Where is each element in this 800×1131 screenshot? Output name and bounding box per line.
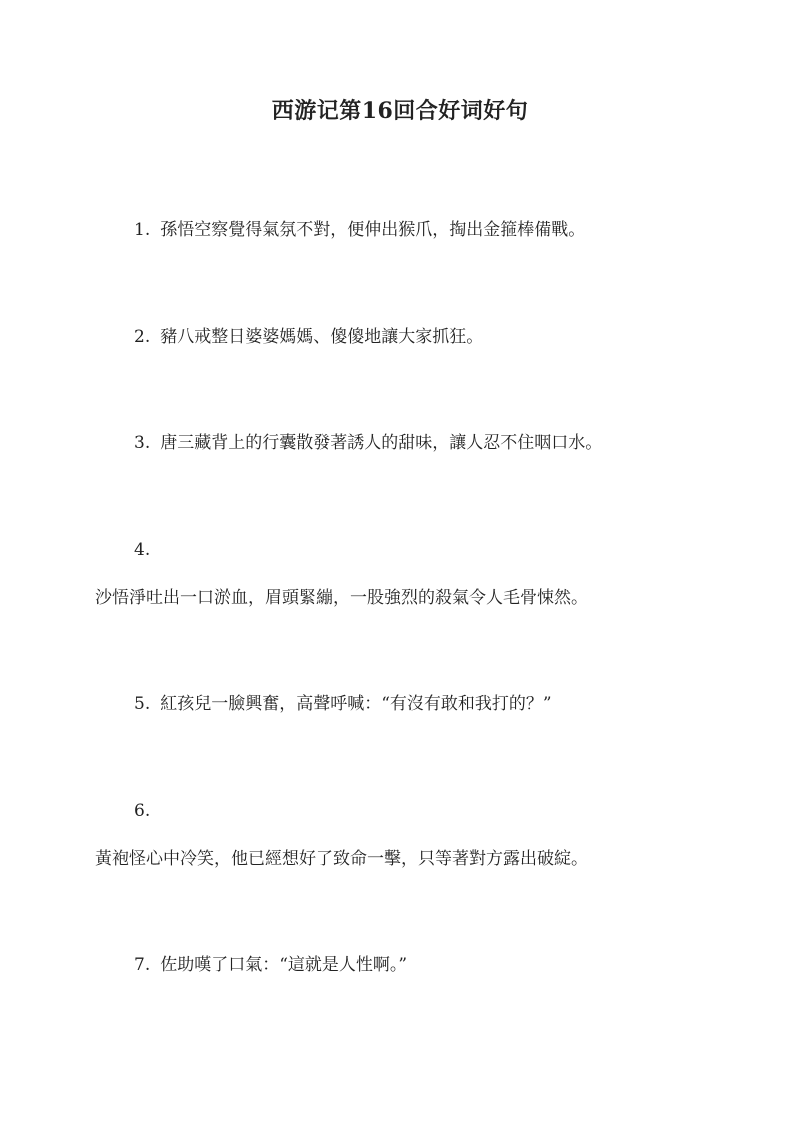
item-number: 1. (134, 220, 151, 240)
item-number: 3. (134, 433, 151, 453)
item-number: 5. (134, 694, 151, 714)
list-item-number-line (134, 536, 150, 564)
list-item (134, 690, 552, 718)
item-text: 孫悟空察覺得氣氛不對，便伸出猴爪，掏出金箍棒備戰。 (160, 220, 586, 240)
list-item-text-line (95, 584, 588, 612)
item-text: 黃袍怪心中冷笑，他已經想好了致命一擊，只等著對方露出破綻。 (95, 849, 588, 869)
item-number: 2. (134, 327, 151, 347)
item-number: 6. (134, 801, 151, 821)
list-item (134, 951, 407, 979)
item-text: 豬八戒整日婆婆媽媽、傻傻地讓大家抓狂。 (160, 327, 484, 347)
list-item (134, 216, 585, 244)
list-item-text-line (95, 845, 588, 873)
item-text: 佐助嘆了口氣：“這就是人性啊。” (160, 955, 408, 975)
item-text: 沙悟淨吐出一口淤血，眉頭緊繃，一股強烈的殺氣令人毛骨悚然。 (95, 588, 588, 608)
page-title: 西游记第16回合好词好句 (271, 98, 529, 124)
list-item-number-line (134, 797, 150, 825)
item-number: 4. (134, 540, 151, 560)
item-number: 7. (134, 955, 151, 975)
list-item (134, 323, 483, 351)
item-text: 紅孩兒一臉興奮，高聲呼喊：“有沒有敢和我打的？” (160, 694, 552, 714)
list-item (134, 429, 602, 457)
item-text: 唐三藏背上的行囊散發著誘人的甜味，讓人忍不住咽口水。 (160, 433, 603, 453)
